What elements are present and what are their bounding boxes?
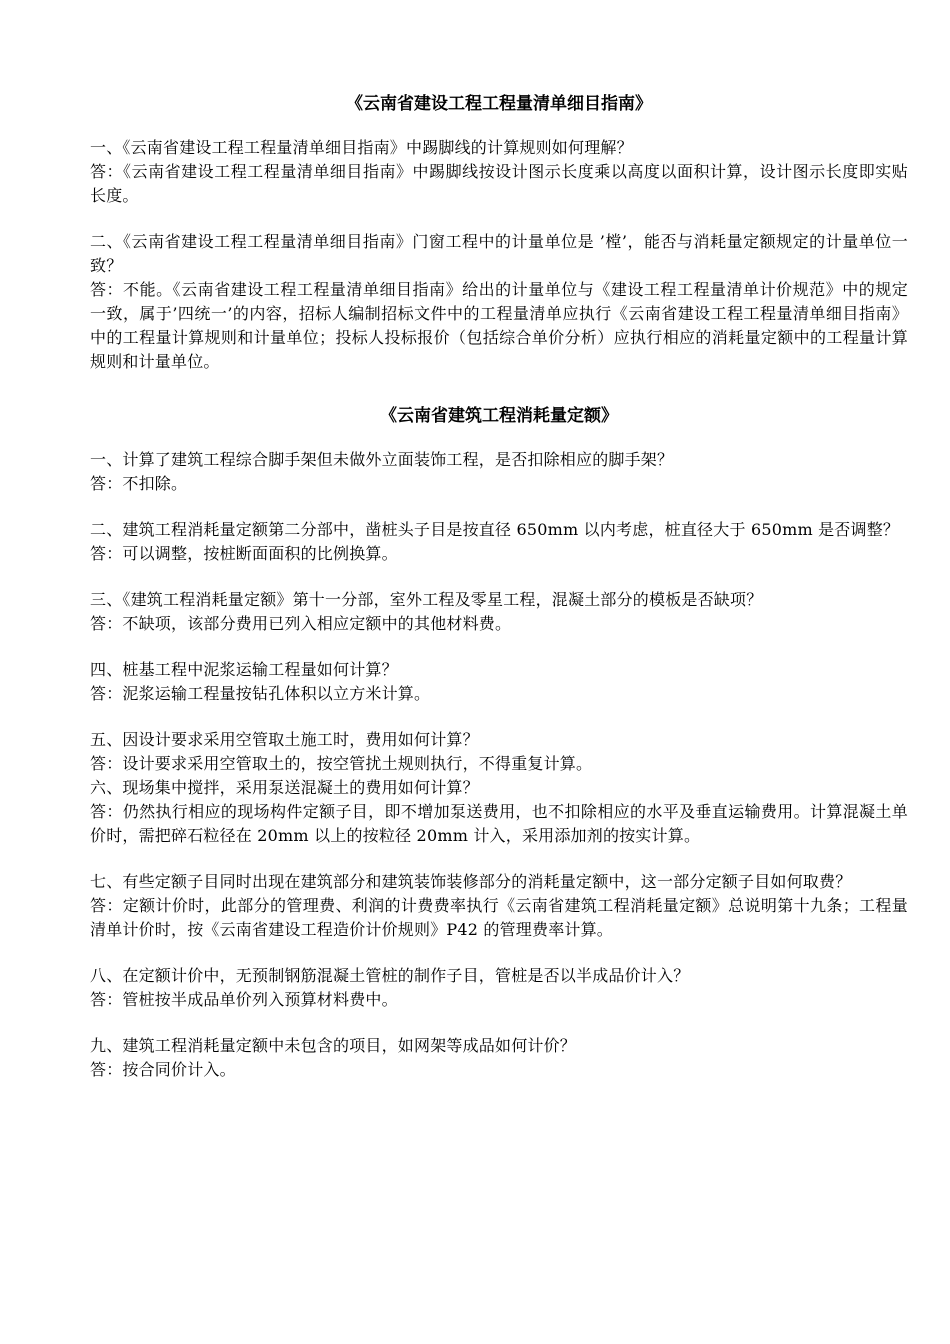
question-text: 九、建筑工程消耗量定额中未包含的项目，如网架等成品如何计价？ [90, 1036, 577, 1055]
answer-text: 答：定额计价时，此部分的管理费、利润的计费费率执行《云南省建筑工程消耗量定额》总说明第十九条；工程量清单计价时，按《云南省建设工程造价计价规则》P42 的管理费率计算。 [90, 896, 908, 939]
qa-item [90, 230, 908, 374]
qa-item [90, 658, 908, 706]
question-text: 五、因设计要求采用空管取土施工时，费用如何计算？ [90, 730, 479, 749]
question-text: 二、建筑工程消耗量定额第二分部中，凿桩头子目是按直径 650mm 以内考虑，桩直径大于 650mm 是否调整？ [90, 520, 900, 539]
answer-text: 答：不扣除。 [90, 474, 188, 493]
qa-item [90, 728, 908, 776]
question-text: 七、有些定额子目同时出现在建筑部分和建筑装饰装修部分的消耗量定额中，这一部分定额子目如何取费？ [90, 872, 852, 891]
answer-text: 答：《云南省建设工程工程量清单细目指南》中踢脚线按设计图示长度乘以高度以面积计算，设计图示长度即实贴长度。 [90, 162, 908, 205]
answer-text: 答：可以调整，按桩断面面积的比例换算。 [90, 544, 398, 563]
question-text: 二、《云南省建设工程工程量清单细目指南》门窗工程中的计量单位是 ’樘’，能否与消耗量定额规定的计量单位一致？ [90, 232, 908, 275]
question-text: 一、计算了建筑工程综合脚手架但未做外立面装饰工程，是否扣除相应的脚手架？ [90, 450, 674, 469]
question-text: 六、现场集中搅拌，采用泵送混凝土的费用如何计算？ [90, 778, 479, 797]
question-text: 八、在定额计价中，无预制钢筋混凝土管桩的制作子目，管桩是否以半成品价计入？ [90, 966, 690, 985]
answer-text: 答：管桩按半成品单价列入预算材料费中。 [90, 990, 398, 1009]
qa-item [90, 588, 908, 636]
answer-text: 答：不能。《云南省建设工程工程量清单细目指南》给出的计量单位与《建设工程工程量清单计价规范》中的规定一致，属于’四统一’的内容，招标人编制招标文件中的工程量清单应执行《云南省建设工程工程量清单细目指南》中的工程量计算规则和计量单位；投标人投标报价（包括综合单价分析）应执行相应的消耗量定额中的工程量计算规则和计量单位。 [90, 280, 908, 371]
answer-text: 答：按合同价计入。 [90, 1060, 236, 1079]
qa-item [90, 964, 908, 1012]
question-text: 四、桩基工程中泥浆运输工程量如何计算？ [90, 660, 398, 679]
answer-text: 答：不缺项，该部分费用已列入相应定额中的其他材料费。 [90, 614, 512, 633]
qa-item [90, 870, 908, 942]
question-text: 一、《云南省建设工程工程量清单细目指南》中踢脚线的计算规则如何理解？ [90, 138, 633, 157]
qa-item [90, 1034, 908, 1082]
qa-item [90, 776, 908, 848]
answer-text: 答：设计要求采用空管取土的，按空管扰土规则执行，不得重复计算。 [90, 754, 593, 773]
question-text: 三、《建筑工程消耗量定额》第十一分部，室外工程及零星工程，混凝土部分的模板是否缺项？ [90, 590, 763, 609]
qa-item [90, 448, 908, 496]
document-page [90, 92, 908, 1104]
qa-item [90, 518, 908, 566]
section-title-guide: 《云南省建设工程工程量清单细目指南》 [346, 94, 652, 114]
section-title-quota: 《云南省建筑工程消耗量定额》 [380, 406, 618, 426]
answer-text: 答：泥浆运输工程量按钻孔体积以立方米计算。 [90, 684, 431, 703]
answer-text: 答：仍然执行相应的现场构件定额子目，即不增加泵送费用，也不扣除相应的水平及垂直运输费用。计算混凝土单价时，需把碎石粒径在 20mm 以上的按粒径 20mm 计入，采用添加剂的按实计算。 [90, 802, 908, 845]
qa-item [90, 136, 908, 208]
